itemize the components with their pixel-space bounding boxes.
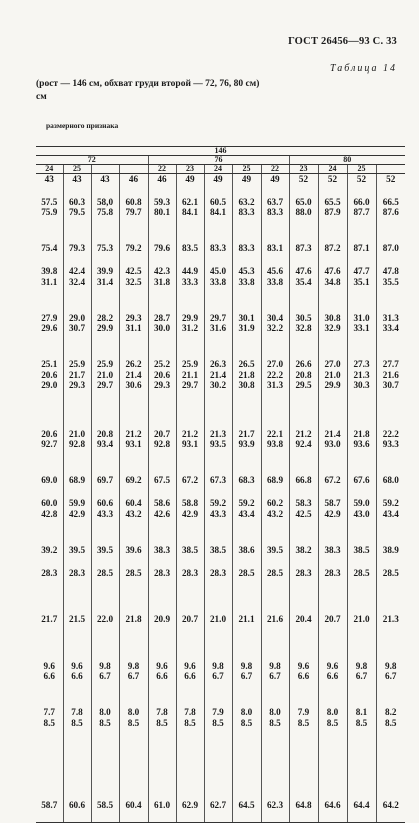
table-cell: 67.6: [347, 475, 376, 498]
table-cell: 59.3 80.1: [148, 197, 176, 243]
table-cell: 47.8 35.5: [376, 266, 405, 312]
table-cell: 47.7 35.1: [347, 266, 376, 312]
table-cell: 69.7: [91, 475, 119, 498]
table-cell: 25.1 20.6 29.0: [41, 359, 58, 391]
table-cell: 21.3: [376, 614, 405, 660]
table-cell: 28.3: [289, 568, 318, 614]
table-cell: 8.0 8.5: [119, 707, 148, 800]
table-cell: 25.9 21.0 29.7: [91, 359, 119, 429]
table-cell: 42.5 32.5: [119, 266, 148, 312]
table-cell: 25.9 21.1 29.7: [176, 359, 204, 429]
table-cell: 21.5: [63, 614, 91, 660]
header-hip: 22: [148, 165, 176, 174]
table-cell: 38.5: [204, 545, 232, 568]
table-cell: 67.5: [148, 475, 176, 498]
table-cell: 75.3: [91, 243, 119, 266]
table-cell: 21.6: [261, 614, 289, 660]
table-cell: 26.6 20.8 29.5: [289, 359, 318, 429]
table-cell: 21.7 93.9: [232, 429, 261, 475]
table-cell: 20.7: [176, 614, 204, 660]
table-cell: 47.6 34.8: [318, 266, 347, 312]
table-cell: 79.6: [148, 243, 176, 266]
table-cell: 67.2: [318, 475, 347, 498]
table-cell: 68.0: [376, 475, 405, 498]
table-cell: 22.0: [91, 614, 119, 660]
table-cell: 67.2: [176, 475, 204, 498]
table-cell: 28.3: [204, 568, 232, 614]
table-cell: 43: [91, 174, 119, 197]
table-cell: 21.2 92.4: [289, 429, 318, 475]
table-cell: 21.3 93.5: [204, 429, 232, 475]
table-cell: 60.2 43.2: [261, 498, 289, 544]
table-cell: 64.2: [376, 800, 405, 823]
table-cell: 87.3: [289, 243, 318, 266]
header-hip: 23: [289, 165, 318, 174]
table-cell: 39.2: [41, 544, 58, 555]
table-cell: 64.8: [289, 800, 318, 823]
table-cell: 52: [289, 174, 318, 197]
table-cell: 60.6: [63, 800, 91, 823]
condition-unit: см: [36, 92, 47, 102]
table-cell: 39.9 31.4: [91, 266, 119, 312]
table-cell: 49: [176, 174, 204, 197]
table-cell: 9.8 6.7: [204, 661, 232, 707]
table-cell: 62.1 84.1: [176, 197, 204, 243]
table-cell: 64.5: [232, 800, 261, 823]
header-hip: [91, 165, 119, 174]
table-row: [36, 174, 405, 197]
header-hip: 25: [347, 165, 376, 174]
table-cell: 58.6 42.6: [148, 498, 176, 544]
table-cell: 38.5: [176, 545, 204, 568]
table-cell: 58.7 42.9: [318, 498, 347, 544]
table-cell: 83.3: [204, 243, 232, 266]
header-chest: 76: [148, 156, 289, 165]
table-cell: 9.6 6.6: [43, 660, 55, 682]
table-cell: 31.0 33.1: [347, 313, 376, 359]
table-cell: 29.3 31.1: [119, 313, 148, 359]
table-cell: 7.8 8.5: [63, 707, 91, 800]
table-cell: 8.0 8.5: [318, 707, 347, 800]
condition-line: (рост — 146 см, обхват груди второй — 72, 76, 80 см): [36, 79, 260, 89]
table-cell: 21.8: [119, 614, 148, 660]
table-cell: 47.6 35.4: [289, 266, 318, 312]
table-cell: 39.5: [63, 545, 91, 568]
table-cell: 26.5 21.8 30.8: [232, 359, 261, 429]
table-cell: 30.8 32.9: [318, 313, 347, 359]
table-cell: 8.0 8.5: [261, 707, 289, 800]
table-cell: 7.8 8.5: [176, 707, 204, 800]
table-cell: 28.3: [63, 568, 91, 614]
table-cell: 9.6 6.6: [289, 661, 318, 707]
table-cell: 58.8 42.9: [176, 498, 204, 544]
table-cell: 7.8 8.5: [148, 707, 176, 800]
table-cell: 20.9: [148, 614, 176, 660]
table-cell: 64.6: [318, 800, 347, 823]
table-cell: 21.0: [347, 614, 376, 660]
table-cell: 28.5: [347, 568, 376, 614]
table-cell: 87.1: [347, 243, 376, 266]
table-cell: 62.9: [176, 800, 204, 823]
table-cell: 38.5: [347, 545, 376, 568]
table-cell: 69.0: [41, 475, 58, 486]
table-cell: 30.4 32.2: [261, 313, 289, 359]
table-cell: 28.5: [91, 568, 119, 614]
table-cell: 28.5: [232, 568, 261, 614]
table-cell: 28.5: [119, 568, 148, 614]
table-cell: 39.6: [119, 545, 148, 568]
table-cell: 42.4 32.4: [63, 266, 91, 312]
table-cell: 52: [347, 174, 376, 197]
table-row: [36, 359, 405, 429]
table-cell: 79.2: [119, 243, 148, 266]
table-cell: 25.9 21.7 29.3: [63, 359, 91, 429]
table-cell: 39.8 31.1: [41, 266, 58, 287]
table-cell: 21.7: [41, 614, 58, 625]
table-cell: 9.8 6.7: [119, 661, 148, 707]
table-cell: 59.2 43.4: [376, 498, 405, 544]
table-cell: 49: [204, 174, 232, 197]
table-cell: 59.9 42.9: [63, 498, 91, 544]
table-cell: 29.0 30.7: [63, 313, 91, 359]
table-cell: 38.3: [318, 545, 347, 568]
table-cell: 21.2 93.1: [119, 429, 148, 475]
table-cell: 60.8 79.7: [119, 197, 148, 243]
table-cell: 65.5 87.9: [318, 197, 347, 243]
header-hip: 23: [176, 165, 204, 174]
table-cell: 63.2 83.3: [232, 197, 261, 243]
table-cell: 28.2 29.9: [91, 313, 119, 359]
table-cell: 45.3 33.8: [232, 266, 261, 312]
table-cell: 21.2 93.1: [176, 429, 204, 475]
table-cell: 64.4: [347, 800, 376, 823]
table-cell: 46: [148, 174, 176, 197]
table-cell: 79.3: [63, 243, 91, 266]
table-row: [36, 498, 405, 544]
page-header: ГОСТ 26456—93 С. 33: [288, 36, 397, 47]
header-hip: 24: [36, 165, 63, 174]
table-cell: 28.3: [148, 568, 176, 614]
table-cell: 45.0 33.8: [204, 266, 232, 312]
table-cell: 21.4 93.0: [318, 429, 347, 475]
table-cell: 21.0: [204, 614, 232, 660]
table-cell: 66.8: [289, 475, 318, 498]
table-cell: 22.2 93.3: [376, 429, 405, 475]
table-cell: 9.6 6.6: [63, 661, 91, 707]
table-row: [36, 800, 405, 823]
table-cell: 26.2 21.4 30.6: [119, 359, 148, 429]
size-table: [36, 146, 405, 823]
table-cell: 38.3: [148, 545, 176, 568]
table-cell: 60.4: [119, 800, 148, 823]
table-cell: 30.5 32.8: [289, 313, 318, 359]
table-cell: 59.0 43.0: [347, 498, 376, 544]
table-cell: 29.7 31.6: [204, 313, 232, 359]
table-cell: 8.1 8.5: [347, 707, 376, 800]
table-cell: 83.5: [176, 243, 204, 266]
table-cell: 26.3 21.4 30.2: [204, 359, 232, 429]
table-cell: 8.2 8.5: [376, 707, 405, 800]
table-cell: 20.4: [289, 614, 318, 660]
table-cell: 57.5 75.9: [41, 196, 58, 218]
table-cell: 28.3: [176, 568, 204, 614]
table-cell: 52: [376, 174, 405, 197]
header-hip: 25: [232, 165, 261, 174]
table-cell: 62.3: [261, 800, 289, 823]
table-cell: 27.7 21.6 30.7: [376, 359, 405, 429]
table-row: [36, 313, 405, 359]
table-row: [36, 614, 405, 660]
table-cell: 62.7: [204, 800, 232, 823]
table-cell: 8.0 8.5: [232, 707, 261, 800]
table-cell: 61.0: [148, 800, 176, 823]
table-cell: 60.3 79.5: [63, 197, 91, 243]
table-row: [36, 707, 405, 800]
table-cell: 83.1: [261, 243, 289, 266]
table-row: [36, 243, 405, 266]
table-cell: 20.7 92.8: [148, 429, 176, 475]
table-cell: 43: [44, 174, 54, 184]
table-cell: 28.7 30.0: [148, 313, 176, 359]
table-row: [36, 545, 405, 568]
table-cell: 60.6 43.3: [91, 498, 119, 544]
table-cell: 49: [232, 174, 261, 197]
table-cell: 9.8 6.7: [91, 661, 119, 707]
table-cell: 9.6 6.6: [318, 661, 347, 707]
table-cell: 27.0 22.2 31.3: [261, 359, 289, 429]
table-label: Таблица 14: [330, 63, 397, 74]
table-cell: 58.7: [36, 800, 63, 823]
table-cell: 28.3: [318, 568, 347, 614]
table-cell: 67.3: [204, 475, 232, 498]
table-row: [36, 197, 405, 243]
table-cell: 20.7: [318, 614, 347, 660]
table-cell: 20.6 92.7: [41, 428, 58, 450]
table-cell: 29.9 31.2: [176, 313, 204, 359]
table-cell: 21.1: [232, 614, 261, 660]
table-cell: 60.0 42.8: [41, 498, 58, 519]
table-cell: 58.3 42.5: [289, 498, 318, 544]
header-height: 146: [36, 147, 405, 156]
table-cell: 7.9 8.5: [204, 707, 232, 800]
table-cell: 49: [261, 174, 289, 197]
table-cell: 21.8 93.6: [347, 429, 376, 475]
table-cell: 68.9: [261, 475, 289, 498]
table-cell: 27.0 21.0 29.9: [318, 359, 347, 429]
table-cell: 30.1 31.9: [232, 313, 261, 359]
row-label: размерного признака: [46, 121, 119, 130]
table-cell: 28.5: [376, 568, 405, 614]
table-cell: 60.4 43.2: [119, 498, 148, 544]
table-cell: 69.2: [119, 475, 148, 498]
table-cell: 68.3: [232, 475, 261, 498]
data-table: [36, 146, 405, 823]
table-cell: 39.5: [91, 545, 119, 568]
table-cell: 66.0 87.7: [347, 197, 376, 243]
table-cell: 25.2 20.6 29.3: [148, 359, 176, 429]
header-hip: 22: [261, 165, 289, 174]
table-cell: 9.8 6.7: [232, 661, 261, 707]
table-cell: 38.6: [232, 545, 261, 568]
header-hip: 24: [318, 165, 347, 174]
table-cell: 20.8 93.4: [91, 429, 119, 475]
table-cell: 28.3: [41, 567, 58, 578]
table-cell: 66.5 87.6: [376, 197, 405, 243]
header-chest: 72: [36, 156, 148, 165]
table-row: [36, 429, 405, 475]
table-cell: 7.9 8.5: [289, 707, 318, 800]
table-cell: 44.9 33.3: [176, 266, 204, 312]
header-chest: 80: [289, 156, 405, 165]
table-cell: 9.8 6.7: [261, 661, 289, 707]
table-cell: 65.0 88.0: [289, 197, 318, 243]
table-cell: 38.2: [289, 545, 318, 568]
table-cell: 22.1 93.8: [261, 429, 289, 475]
header-hip: [376, 165, 405, 174]
table-cell: 60.5 84.1: [204, 197, 232, 243]
table-cell: 21.0 92.8: [63, 429, 91, 475]
table-cell: 75.4: [41, 243, 58, 254]
table-cell: 58.5: [91, 800, 119, 823]
table-cell: 39.5: [261, 545, 289, 568]
header-hip: 24: [204, 165, 232, 174]
table-cell: 45.6 33.8: [261, 266, 289, 312]
table-row: [36, 266, 405, 312]
table-cell: 87.2: [318, 243, 347, 266]
header-hip: [119, 165, 148, 174]
table-cell: 46: [119, 174, 148, 197]
table-condition: [36, 78, 376, 104]
table-cell: 31.3 33.4: [376, 313, 405, 359]
table-cell: 87.0: [376, 243, 405, 266]
table-row: [36, 661, 405, 707]
table-cell: 9.8 6.7: [376, 661, 405, 707]
table-cell: 27.9 29.6: [41, 312, 58, 334]
table-cell: 83.3: [232, 243, 261, 266]
table-cell: 8.0 8.5: [91, 707, 119, 800]
table-cell: 63.7 83.3: [261, 197, 289, 243]
table-cell: 9.8 6.7: [347, 661, 376, 707]
table-cell: 68.9: [63, 475, 91, 498]
table-cell: 59.2 43.3: [204, 498, 232, 544]
table-cell: 9.6 6.6: [176, 661, 204, 707]
table-cell: 58,0 75.8: [91, 197, 119, 243]
table-cell: 59.2 43.4: [232, 498, 261, 544]
header-hip: 25: [63, 165, 91, 174]
table-row: [36, 475, 405, 498]
table-cell: 28.5: [261, 568, 289, 614]
table-cell: 27.3 21.3 30.3: [347, 359, 376, 429]
table-cell: 9.6 6.6: [148, 661, 176, 707]
table-cell: 42.3 31.8: [148, 266, 176, 312]
table-cell: 7.7 8.5: [43, 706, 55, 728]
table-row: [36, 568, 405, 614]
table-cell: 38.9: [376, 545, 405, 568]
table-cell: 52: [318, 174, 347, 197]
table-cell: 43: [63, 174, 91, 197]
